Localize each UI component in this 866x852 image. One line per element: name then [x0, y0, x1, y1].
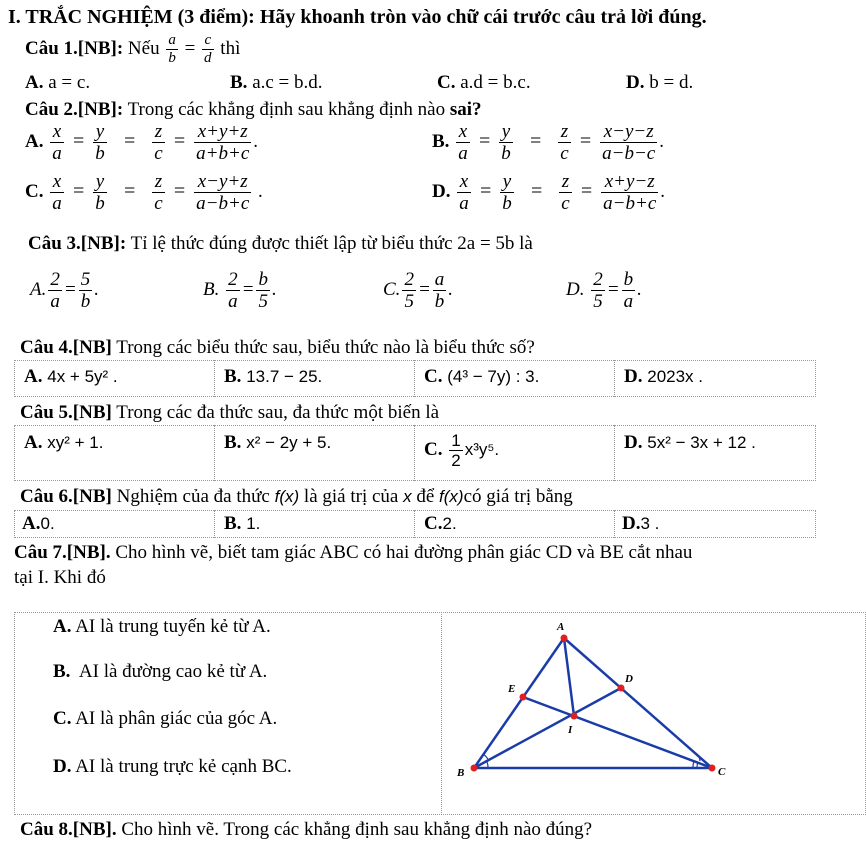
option-end: .: [258, 180, 263, 202]
option-letter: B.: [203, 278, 220, 300]
frac-sum: [194, 122, 251, 163]
q1-frac1-num: a: [168, 32, 176, 48]
side-ac: [564, 638, 712, 768]
question-8-prompt: [20, 819, 592, 841]
frac-num: 5: [80, 269, 91, 290]
frac-den: b: [434, 291, 445, 312]
option-text: 5x² − 3x + 12 .: [647, 433, 756, 452]
point-i: [571, 713, 578, 720]
frac-y-b: [93, 172, 107, 213]
frac-half: [449, 432, 462, 469]
q6-text-b: là giá trị của: [303, 486, 399, 507]
q2-option-b[interactable]: B. $\frac{x}{a}$ = $\frac{y}{b}$ = $\frac{z}{c}$ = $\frac{x-y-z}{a-b-c}$ .: [432, 121, 664, 164]
q6-text-a: Nghiệm của đa thức: [116, 486, 270, 507]
frac-x-a: [456, 122, 470, 163]
option-letter: B.: [432, 130, 450, 152]
bisector-bd: [474, 688, 621, 768]
point-c: [709, 765, 716, 772]
q1-option-b[interactable]: [230, 72, 323, 94]
frac-num: y: [93, 122, 107, 143]
q5-option-a[interactable]: [24, 432, 103, 454]
frac-y-b: [93, 122, 107, 163]
question-3-prompt: [28, 233, 533, 255]
point-a: [561, 635, 568, 642]
option-text: 3 .: [640, 514, 660, 533]
question-4-label: Câu 4.[NB]: [20, 337, 112, 358]
label-i: I: [568, 724, 573, 736]
triangle-figure: [450, 615, 740, 785]
q6-options-table: [14, 510, 816, 538]
option-text: 2.: [442, 514, 457, 533]
frac-right: [79, 270, 93, 311]
option-letter: A.: [30, 278, 47, 300]
option-text: xy² + 1.: [47, 433, 104, 452]
frac-den: 5: [593, 291, 603, 312]
option-letter: B.: [230, 72, 248, 93]
q1-option-c[interactable]: [437, 72, 531, 94]
frac-mixed: [601, 172, 658, 213]
option-letter: D.: [53, 756, 72, 777]
q7-line1: Cho hình vẽ, biết tam giác ABC có hai đường phân giác CD và BE cắt nhau: [115, 542, 693, 563]
frac-num: x: [456, 122, 470, 143]
option-text: a.d = b.c.: [460, 72, 531, 93]
frac-num: b: [258, 269, 268, 290]
q4-option-c[interactable]: [424, 366, 539, 388]
q4-option-b[interactable]: [224, 366, 322, 388]
q3-option-d[interactable]: D. $\frac{2}{5}$ = $\frac{b}{a}$ .: [566, 269, 642, 312]
q1-frac-c-d: [202, 33, 214, 66]
frac-num: x: [50, 122, 64, 143]
option-letter: C.: [437, 72, 456, 93]
option-text: 0.: [40, 514, 55, 533]
frac-y-b: [500, 172, 514, 213]
frac-diff: [600, 122, 657, 163]
frac-num: 2: [228, 269, 238, 290]
q7-option-c[interactable]: [53, 708, 277, 730]
option-letter: C.: [424, 366, 443, 387]
frac-left: [402, 270, 416, 311]
q1-text-pre: Nếu: [127, 37, 160, 59]
side-ab: [474, 638, 564, 768]
option-text: AI là đường cao kẻ từ A.: [78, 661, 268, 682]
q7-option-b[interactable]: [53, 661, 267, 683]
question-1-label: Câu 1.[NB]:: [25, 37, 124, 59]
option-letter: B.: [224, 366, 242, 387]
option-letter: D.: [624, 432, 643, 453]
option-letter: C.: [53, 708, 72, 729]
frac-den: b: [80, 291, 91, 312]
option-text: AI là phân giác của góc A.: [75, 708, 278, 729]
triangle-lines: [474, 638, 712, 768]
frac-num: y: [93, 172, 107, 193]
option-letter: B.: [224, 432, 242, 453]
frac-mixed: [194, 172, 251, 213]
label-e: E: [508, 683, 516, 695]
option-text: 4x + 5y² .: [47, 367, 118, 386]
option-letter: A.: [22, 513, 41, 534]
frac-num: z: [558, 122, 570, 143]
q4-text: Trong các biểu thức sau, biểu thức nào là biểu thức số?: [116, 337, 535, 358]
frac-den: b: [501, 143, 511, 164]
option-letter: A.: [24, 432, 43, 453]
option-letter: A.: [25, 130, 44, 152]
frac-num: 1: [451, 431, 461, 450]
q1-frac2-den: d: [204, 50, 212, 66]
question-7-label: Câu 7.[NB].: [14, 542, 111, 563]
option-letter: A.: [24, 366, 43, 387]
option-text: x² − 2y + 5.: [246, 433, 332, 452]
frac-den: a: [52, 193, 62, 214]
bisector-ce: [523, 697, 712, 768]
q6-option-c[interactable]: [424, 513, 457, 535]
option-letter: C.: [424, 513, 443, 534]
q2-option-d[interactable]: D. $\frac{x}{a}$ = $\frac{y}{b}$ = $\frac{z}{c}$ = $\frac{x+y-z}{a-b+c}$ .: [432, 171, 665, 214]
q1-text-post: thì: [220, 37, 241, 59]
frac-num: z: [152, 172, 164, 193]
q5-text: Trong các đa thức sau, đa thức một biến là: [116, 402, 440, 423]
frac-den: a−b+c: [196, 193, 250, 214]
option-letter: D.: [432, 180, 451, 202]
frac-left: [48, 270, 62, 311]
question-5-label: Câu 5.[NB]: [20, 402, 112, 423]
option-letter: C.: [383, 278, 401, 300]
q8-text: Cho hình vẽ. Trong các khẳng định sau khẳng định nào đúng?: [121, 819, 593, 840]
q3-option-b[interactable]: B. $\frac{2}{a}$ = $\frac{b}{5}$ .: [203, 269, 277, 312]
frac-den: a: [623, 291, 634, 312]
question-4-prompt: [20, 337, 535, 359]
frac-num: x+y+z: [194, 122, 251, 143]
question-7-prompt: [14, 542, 692, 564]
question-2-label: Câu 2.[NB]:: [25, 99, 124, 120]
frac-den: a: [52, 143, 62, 164]
frac-den: 5: [258, 291, 268, 312]
q6-text-d: có giá trị bằng: [463, 486, 573, 507]
frac-den: a: [228, 291, 238, 312]
q6-fx: f(x): [274, 487, 300, 506]
option-text: a.c = b.d.: [252, 72, 323, 93]
option-letter: A.: [53, 616, 72, 637]
option-text: AI là trung tuyến kẻ từ A.: [75, 616, 271, 637]
option-letter: A.: [25, 72, 44, 93]
frac-right: [622, 270, 636, 311]
frac-right: [256, 270, 270, 311]
option-text: AI là trung trực kẻ cạnh BC.: [75, 756, 292, 777]
frac-right: [433, 270, 447, 311]
q2-emph: sai?: [449, 99, 482, 120]
q7-option-d[interactable]: [53, 756, 292, 778]
option-letter: C.: [25, 180, 44, 202]
q3-text: Tỉ lệ thức đúng được thiết lập từ biểu thức 2a = 5b là: [130, 233, 533, 254]
frac-y-b: [499, 122, 513, 163]
frac-den: c: [154, 143, 163, 164]
q6-fx2: f(x): [439, 487, 464, 506]
frac-den: a+b+c: [196, 143, 250, 164]
frac-num: 2: [404, 269, 414, 290]
option-end: .: [660, 180, 665, 202]
point-b: [471, 765, 478, 772]
frac-num: x: [50, 172, 64, 193]
q3-option-a[interactable]: A. $\frac{2}{a}$ = $\frac{5}{b}$ .: [30, 269, 99, 312]
frac-left: [226, 270, 240, 311]
q1-option-a[interactable]: [25, 72, 90, 94]
option-letter: B.: [53, 661, 71, 682]
question-5-prompt: [20, 402, 439, 424]
frac-num: 2: [50, 269, 60, 290]
option-letter: C.: [424, 438, 443, 460]
question-6-label: Câu 6.[NB]: [20, 486, 112, 507]
option-letter: D.: [566, 278, 585, 300]
angle-marks: [483, 754, 700, 768]
question-8-label: Câu 8.[NB].: [20, 819, 117, 840]
q1-frac-a-b: [166, 33, 178, 66]
q1-eq: =: [184, 37, 196, 59]
q2-option-a[interactable]: A. $\frac{x}{a}$ = $\frac{y}{b}$ = $\frac{z}{c}$ = $\frac{x+y+z}{a+b+c}$ .: [25, 121, 258, 164]
q6-option-a[interactable]: [22, 513, 55, 535]
q4-option-a[interactable]: [24, 366, 118, 388]
angle-mark-b2: [483, 754, 489, 761]
q5-option-c[interactable]: [424, 432, 499, 469]
frac-num: y: [499, 122, 513, 143]
frac-num: z: [559, 172, 571, 193]
frac-num: b: [623, 269, 634, 290]
q1-frac1-den: b: [168, 50, 176, 66]
frac-num: x−y+z: [194, 172, 251, 193]
frac-den: a: [459, 193, 469, 214]
frac-z-c: [152, 172, 164, 213]
question-2-prompt: [25, 99, 482, 121]
frac-x-a: [50, 122, 64, 163]
q3-option-c[interactable]: C. $\frac{2}{5}$ = $\frac{a}{b}$ .: [383, 269, 454, 312]
angle-mark-c3: [699, 757, 700, 761]
q4-option-d[interactable]: [624, 366, 703, 388]
q6-option-d[interactable]: [622, 513, 659, 535]
frac-num: x+y−z: [601, 172, 658, 193]
question-6-prompt: [20, 486, 573, 508]
label-d: D: [625, 673, 633, 685]
frac-den: a: [458, 143, 468, 164]
frac-num: y: [500, 172, 514, 193]
frac-num: x: [457, 172, 471, 193]
frac-z-c: [152, 122, 164, 163]
label-b: B: [457, 767, 465, 779]
frac-den: b: [95, 143, 105, 164]
q2-text: Trong các khẳng định sau khẳng định nào: [127, 99, 446, 120]
q6-x: x: [403, 487, 412, 506]
q5-option-b[interactable]: [224, 432, 331, 454]
q2-option-c[interactable]: C. $\frac{x}{a}$ = $\frac{y}{b}$ = $\frac{z}{c}$ = $\frac{x-y+z}{a-b+c}$ .: [25, 171, 263, 214]
option-letter: D.: [622, 513, 641, 534]
frac-den: a: [50, 291, 60, 312]
q1-frac2-num: c: [202, 33, 214, 50]
q7-line2: tại I. Khi đó: [14, 567, 106, 588]
q6-text-c: để: [416, 486, 435, 507]
frac-den: 2: [451, 451, 461, 470]
option-text: 1.: [246, 514, 261, 533]
segment-ai: [564, 638, 574, 716]
frac-den: c: [561, 193, 570, 214]
frac-num: z: [152, 122, 164, 143]
label-c: C: [718, 766, 726, 778]
option-end: .: [253, 130, 258, 152]
frac-den: c: [560, 143, 569, 164]
option-text: a = c.: [48, 72, 91, 93]
option-end: .: [659, 130, 664, 152]
frac-z-c: [558, 122, 570, 163]
q1-option-d[interactable]: [626, 72, 693, 94]
frac-den: a−b−c: [602, 143, 656, 164]
frac-left: [591, 270, 605, 311]
option-text: 2023x .: [647, 367, 703, 386]
point-e: [520, 694, 527, 701]
frac-den: b: [95, 193, 105, 214]
option-letter: B.: [224, 513, 242, 534]
section-title: I. TRẮC NGHIỆM (3 điểm): Hãy khoanh tròn vào chữ cái trước câu trả lời đúng.: [8, 6, 707, 28]
question-3-label: Câu 3.[NB]:: [28, 233, 127, 254]
frac-num: x−y−z: [600, 122, 657, 143]
option-text: b = d.: [649, 72, 694, 93]
option-text: (4³ − 7y) : 3.: [447, 367, 540, 386]
frac-x-a: [50, 172, 64, 213]
frac-num: a: [434, 269, 445, 290]
label-a: A: [557, 621, 565, 633]
q7-option-a[interactable]: [53, 616, 271, 638]
option-text: 13.7 − 25.: [246, 367, 323, 386]
q5-option-d[interactable]: [624, 432, 756, 454]
frac-z-c: [559, 172, 571, 213]
point-d: [618, 685, 625, 692]
frac-den: b: [502, 193, 512, 214]
frac-den: 5: [404, 291, 414, 312]
q6-option-b[interactable]: [224, 513, 260, 535]
frac-num: 2: [593, 269, 603, 290]
option-text: x³y⁵.: [464, 439, 500, 459]
frac-den: c: [154, 193, 163, 214]
frac-x-a: [457, 172, 471, 213]
option-letter: D.: [624, 366, 643, 387]
frac-den: a−b+c: [603, 193, 657, 214]
question-1-prompt: [25, 33, 240, 66]
option-letter: D.: [626, 72, 645, 93]
